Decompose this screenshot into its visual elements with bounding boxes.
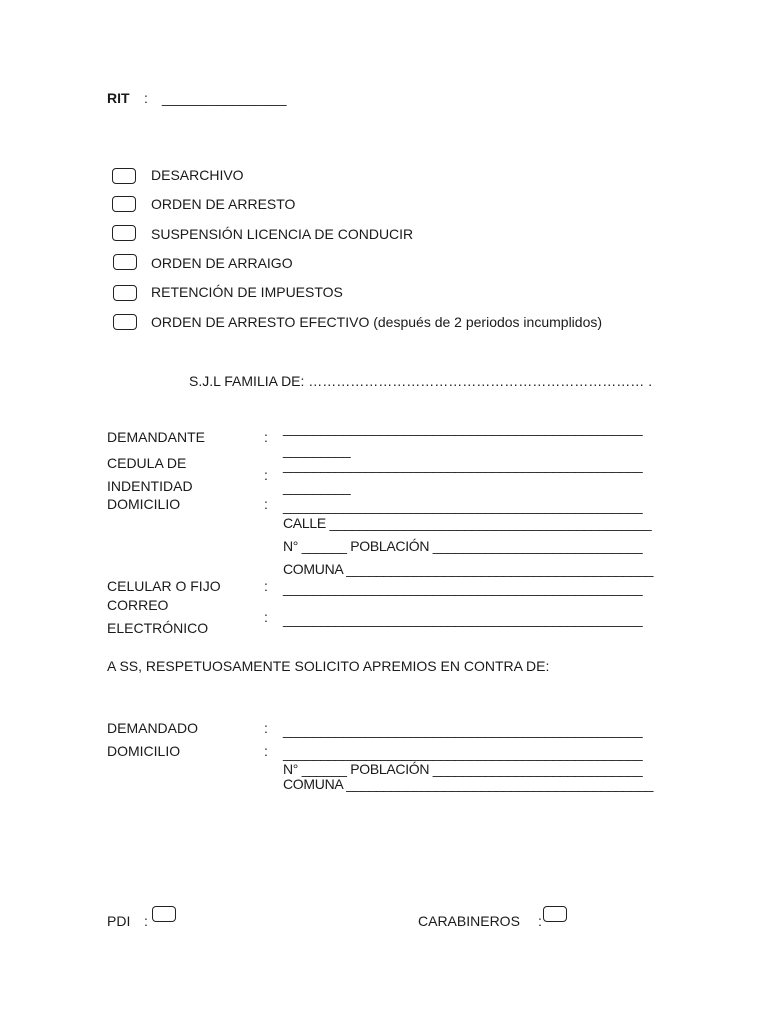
rit-field[interactable]: ________________ — [162, 90, 287, 106]
colon: : — [144, 913, 148, 929]
suspension-licencia-checkbox[interactable] — [112, 225, 136, 241]
correo-field[interactable]: ________________________________________________ — [283, 611, 643, 627]
domicilio-field[interactable]: ________________________________________________ — [283, 498, 643, 514]
desarchivo-checkbox[interactable] — [112, 168, 136, 184]
colon: : — [264, 609, 268, 625]
retencion-impuestos-checkbox[interactable] — [113, 285, 137, 301]
orden-arraigo-checkbox[interactable] — [113, 254, 137, 270]
celular-field[interactable]: ________________________________________________ — [283, 580, 643, 596]
demandado-comuna-field[interactable]: COMUNA _________________________________________ — [283, 776, 654, 792]
poblacion-field[interactable]: N° ______ POBLACIÓN ____________________________ — [283, 538, 643, 554]
demandante-field[interactable]: ________________________________________________ — [283, 420, 643, 436]
option-label: RETENCIÓN DE IMPUESTOS — [151, 284, 343, 300]
cedula-field[interactable]: ________________________________________________ — [283, 457, 643, 473]
colon: : — [264, 429, 268, 445]
orden-arresto-efectivo-checkbox[interactable] — [113, 314, 137, 330]
colon: : — [264, 720, 268, 736]
option-label: ORDEN DE ARRESTO — [151, 196, 296, 212]
colon: : — [264, 496, 268, 512]
rit-colon: : — [144, 90, 148, 106]
correo-label: CORREO — [107, 597, 169, 613]
pdi-checkbox[interactable] — [152, 906, 176, 922]
addressee-line: S.J.L FAMILIA DE: ……………………………………………………………… . — [189, 373, 653, 389]
demandado-domicilio-field[interactable]: ________________________________________________ — [283, 745, 643, 761]
rit-label: RIT — [107, 90, 130, 106]
calle-field[interactable]: CALLE ___________________________________________ — [283, 515, 652, 531]
option-label: ORDEN DE ARRESTO EFECTIVO (después de 2 periodos incumplidos) — [151, 314, 603, 330]
request-text: A SS, RESPETUOSAMENTE SOLICITO APREMIOS EN CONTRA DE: — [107, 658, 550, 674]
demandado-poblacion-field[interactable]: N° ______ POBLACIÓN ____________________________ — [283, 761, 643, 777]
carabineros-checkbox[interactable] — [543, 906, 567, 922]
demandado-label: DEMANDADO — [107, 720, 199, 736]
option-label: DESARCHIVO — [151, 167, 244, 183]
option-label: ORDEN DE ARRAIGO — [151, 255, 293, 271]
comuna-field[interactable]: COMUNA _________________________________________ — [283, 561, 654, 577]
cedula-label-2: INDENTIDAD — [107, 478, 193, 494]
demandante-field-cont[interactable]: _________ — [283, 442, 351, 458]
cedula-label: CEDULA DE — [107, 455, 187, 471]
cedula-field-cont[interactable]: _________ — [283, 479, 351, 495]
colon: : — [538, 913, 542, 929]
orden-arresto-checkbox[interactable] — [112, 196, 136, 212]
pdi-label: PDI — [107, 913, 131, 929]
correo-label-2: ELECTRÓNICO — [107, 620, 209, 636]
celular-label: CELULAR O FIJO — [107, 578, 221, 594]
carabineros-label: CARABINEROS — [418, 913, 520, 929]
domicilio-label: DOMICILIO — [107, 496, 181, 512]
option-label: SUSPENSIÓN LICENCIA DE CONDUCIR — [151, 226, 414, 242]
colon: : — [264, 578, 268, 594]
demandado-domicilio-label: DOMICILIO — [107, 743, 181, 759]
demandado-field[interactable]: ________________________________________________ — [283, 722, 643, 738]
demandante-label: DEMANDANTE — [107, 429, 206, 445]
colon: : — [264, 743, 268, 759]
colon: : — [264, 467, 268, 483]
